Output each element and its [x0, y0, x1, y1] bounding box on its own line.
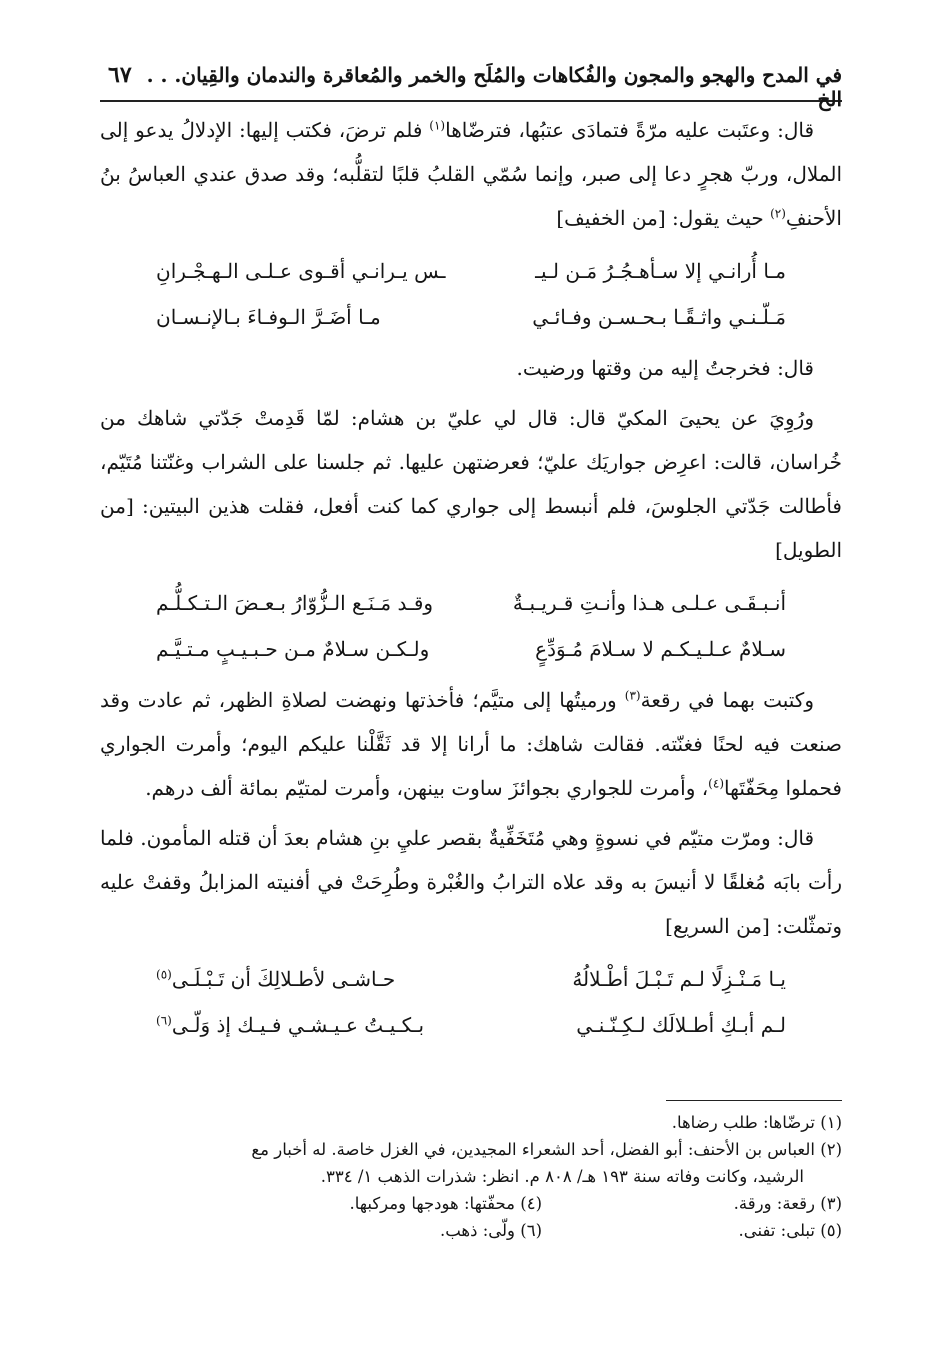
running-title: في المدح والهجو والمجون والفُكاهات والمُلَح والخمر والمُعاقرة والندمان والقِيان. . . الخ: [146, 63, 842, 111]
paragraph-1: [100, 108, 842, 240]
text-span: ، وأمرت للجواري بجوائزَ ساوت بينهن، وأمرت لمتيّم بمائة ألف درهم.: [145, 776, 709, 800]
footnote-row: [100, 1190, 842, 1217]
main-text: [100, 346, 842, 572]
footnote-text: (٢) العباس بن الأحنف: أبو الفضل، أحد الشعراء المجيدين، في الغزل خاصة. له أخبار مع: [251, 1140, 842, 1159]
poem-1: [100, 248, 842, 340]
footnote-1: (١) ترضّاها: طلب رضاها.: [671, 1113, 842, 1132]
footnote-separator: [666, 1100, 842, 1101]
footnote-5: (٥) تبلى: تفنى.: [738, 1221, 842, 1240]
text-span: فلم ترضَ، فكتب إليها: الإدلالُ يدعو إلى الملال، وربّ هجرٍ دعا إلى صبر، وإنما سُمّي القلبُ قلبًا لتقلُّبه؛ وقد صدق عندي العباسُ بنُ الأحنفِ: [100, 118, 842, 230]
footnote-ref-1: (١): [429, 118, 446, 133]
verse-line: [100, 580, 842, 626]
verse-hemistich-first: يـا مَـنْـزِلًا لـم تَـبْـلَ أطْـلالُهُ: [572, 967, 786, 991]
verse-hemistich-first: سـلامٌ عـلـيـكـم لا سـلامَ مُـوَدِّعٍ: [535, 637, 786, 661]
main-text: [100, 678, 842, 948]
verse-hemistich-second: [156, 1013, 446, 1037]
verse-text: حـاشـى لأطـلالِكَ أن تَـبْـلَـى: [171, 967, 396, 991]
main-text: [100, 108, 842, 240]
footnote-3: (٣) رقعة: ورقة.: [733, 1194, 842, 1213]
text-span: ورميتُها إلى متيَّم؛ فأخذتها ونهضت لصلاةِ الظهر، ثم عادت وقد صنعت فيه لحنًا فغنّته. فقالت شاهك: ما أرانا إلا قد ثَقَّلْنا عليكم اليوم؛ وأمرت الجواري فحملوا مِحَفّتَها: [100, 688, 842, 800]
verse-text: بـكـيـتُ عـيـشـي فـيـك إذ وَلّـى: [171, 1013, 425, 1037]
verse-hemistich-first: مَـلّـنـي واثـقًـا بـحـسـن وفـائـي: [532, 305, 786, 329]
verse-hemistich-second: ولـكـن سـلامٌ مـن حـبـيـبٍ مـتـيَّـم: [156, 637, 430, 661]
footnote-ref-3: (٣): [624, 688, 641, 703]
page-number: ٦٧: [108, 62, 132, 88]
text-span: وكتبت بهما في رقعة: [640, 688, 814, 712]
paragraph-4: [100, 678, 842, 810]
verse-hemistich-second: مـا أضَـرَّ الـوفـاءَ بـالإنـسـان: [156, 305, 381, 329]
paragraph-3: ورُوِيَ عن يحيىَ المكيّ قال: قال لي عليّ بن هشام: لمّا قَدِمتْ جَدّتي شاهك من خُراسان، قالت: اعرِض جواريَك عليّ؛ فعرضتهن عليها. ثم جلسنا على الشراب وغنّتنا مُتَيّم، فأطالت جَدّتي الجلوسَ، فلم أنبسط إلى جواري كما كنت أفعل، فقلت هذين البيتين: [من الطويل]: [100, 406, 842, 562]
verse-line: [100, 956, 842, 1002]
verse-hemistich-first: أنـبـقَـى عـلـى هـذا وأنـتِ قـريـبـةٌ: [512, 591, 786, 615]
footnote-ref-2: (٢): [770, 206, 786, 221]
footnote-text: الرشيد، وكانت وفاته سنة ١٩٣ هـ/ ٨٠٨ م. انظر: شذرات الذهب ١/ ٣٣٤.: [320, 1167, 804, 1186]
poem-2: [100, 580, 842, 672]
text-span: قال: وعتَبت عليه مرّةً فتمادَى عتبُها، فترضّاها: [445, 118, 815, 142]
verse-hemistich-second: ـس يـرانـي أقـوى عـلـى الـهـجْـرانِ: [156, 259, 446, 283]
footnote-6: (٦) ولّى: ذهب.: [439, 1221, 542, 1240]
verse-line: [100, 626, 842, 672]
poem-3: [100, 956, 842, 1048]
text-span: حيث يقول: [من الخفيف]: [556, 206, 771, 230]
paragraph-2: قال: فخرجتُ إليه من وقتها ورضيت.: [516, 356, 814, 380]
paragraph-5: قال: ومرّت متيّم في نسوةٍ وهي مُتَخَفِّيةٌ بقصر عليِ بنِ هشام بعدَ أن قتله المأمون. فلما رأت بابَه مُغلقًا لا أنيسَ به وقد علاه الترابُ والغُبْرة وطُرِحَتْ في أفنيته المزابلُ وقفتْ عليه وتمثّلت: [من السريع]: [100, 826, 842, 938]
verse-line: [100, 1002, 842, 1048]
footnotes: [100, 1109, 842, 1244]
verse-hemistich-first: مـا أُرانـي إلا سـأهـجُـرُ مَـن لـيـ: [535, 259, 786, 283]
footnote-ref-5: (٥): [156, 967, 172, 982]
running-header: [100, 62, 842, 111]
verse-hemistich-second: وقـد مَـنَـع الـزُّوّارُ بـعـضَ الـتـكـلُّـم: [156, 591, 434, 615]
footnote-row: [100, 1217, 842, 1244]
verse-hemistich-second: [156, 967, 446, 991]
verse-line: [100, 248, 842, 294]
footnote-4: (٤) محفّتها: هودجها ومركبها.: [349, 1194, 542, 1213]
footnote-ref-4: (٤): [708, 776, 724, 791]
verse-line: [100, 294, 842, 340]
footnote-2: [100, 1136, 842, 1190]
book-page: [100, 62, 842, 1244]
footnote-ref-6: (٦): [156, 1013, 172, 1028]
verse-hemistich-first: لـم أبـكِ أطـلالَك لـكِـنّـنـي: [576, 1013, 786, 1037]
